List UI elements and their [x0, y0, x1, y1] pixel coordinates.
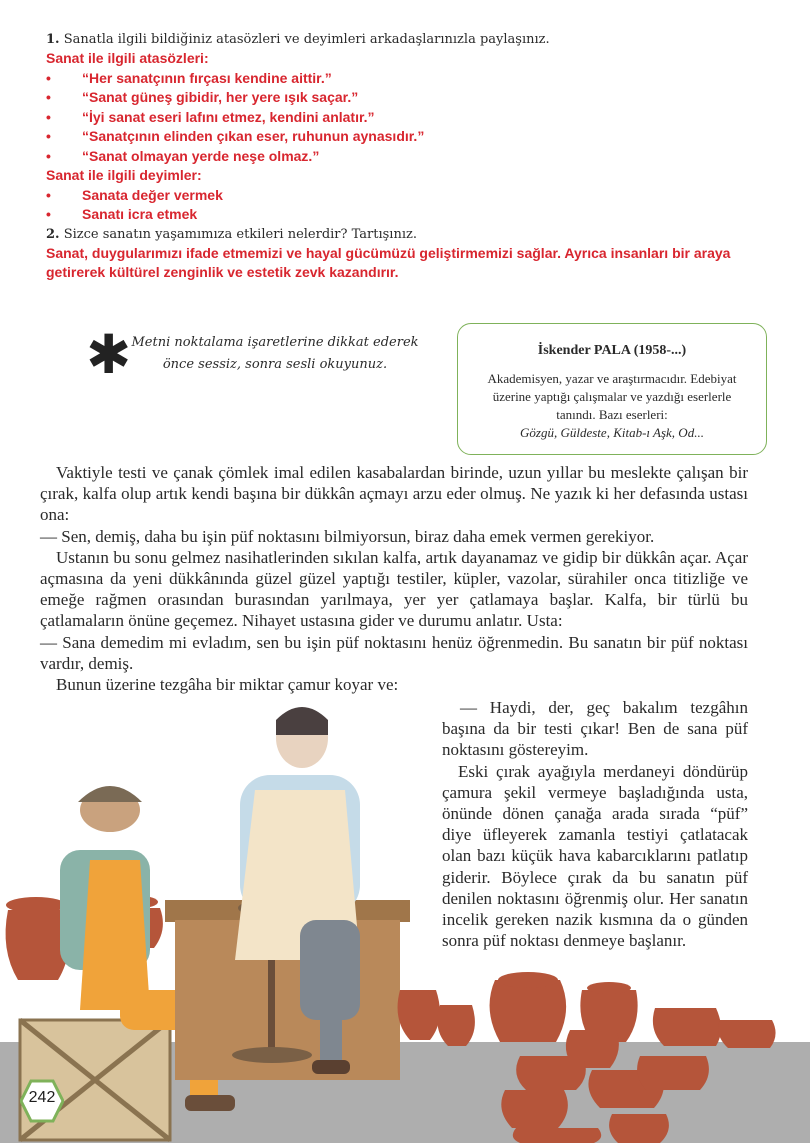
story-text	[40, 462, 748, 695]
story-paragraph: Vaktiyle testi ve çanak çömlek imal edilen kasabalardan birinde, uzun yıllar bu meslekte çalışan bir çırak, kalfa olup artık kendi başına bir dükkân açmayı arzu eder olmuş. Ne yazık ki her defasında ustası ona:	[40, 463, 748, 525]
story-paragraph: — Sana demedim mi evladım, sen bu işin püf noktasını henüz öğrenmedin. Bu sanatın bir püf noktası vardır, demiş.	[40, 632, 748, 673]
reading-instruction	[86, 323, 426, 386]
proverb-item: • “Sanat olmayan yerde neşe olmaz.”	[46, 147, 791, 167]
story-paragraph: Bunun üzerine tezgâha bir miktar çamur koyar ve:	[56, 675, 399, 695]
proverbs-heading: Sanat ile ilgili atasözleri:	[46, 50, 209, 66]
author-name: İskender PALA (1958-...)	[537, 343, 687, 358]
proverb-item: • “Sanatçının elinden çıkan eser, ruhunun aynasıdır.”	[46, 127, 791, 147]
pottery-workshop-illustration	[0, 690, 810, 1143]
proverb-item: • “Her sanatçının fırçası kendine aittir.”	[46, 69, 791, 89]
author-bio: Akademisyen, yazar ve araştırmacıdır. Edebiyat üzerine yaptığı çalışmalar ve yazdığı eserlerle tanındı. Bazı eserleri:	[487, 371, 737, 422]
author-works: Gözgü, Güldeste, Kitab-ı Aşk, Od...	[520, 425, 704, 440]
question-1: 1. Sanatla ilgili bildiğiniz atasözleri ve deyimleri arkadaşlarınızla paylaşınız.	[46, 32, 550, 47]
author-info-box	[457, 323, 767, 455]
question-2-answer: Sanat, duygularımızı ifade etmemizi ve hayal gücümüzü geliştirmemizi sağlar. Ayrıca insanları bir araya getirerek kültürel zenginlik ve estetik zevk kazandırır.	[46, 244, 731, 280]
story-paragraph: — Haydi, der, geç bakalım tezgâhın başına da bir testi çıkar! Ben de sana püf noktasını göstereyim.	[442, 698, 748, 760]
idiom-item: • Sanatı icra etmek	[46, 205, 791, 225]
proverb-item: • “İyi sanat eseri lafını etmez, kendini anlatır.”	[46, 108, 791, 128]
proverb-item: • “Sanat güneş gibidir, her yere ışık saçar.”	[46, 88, 791, 108]
activity-section	[46, 30, 791, 283]
page-number: 242	[28, 1089, 56, 1106]
story-paragraph: — Sen, demiş, daha bu işin püf noktasını bilmiyorsun, biraz daha emek vermen gerekiyor.	[40, 526, 655, 546]
idioms-heading: Sanat ile ilgili deyimler:	[46, 167, 202, 183]
story-paragraph: Ustanın bu sonu gelmez nasihatlerinden sıkılan kalfa, artık dayanamaz ve gidip bir dükkân açar. Açar açmasına da yeni dükkânında güzel güzel yaptığı testiler, küpler, vazolar, sürahiler onca titizliğe ve emeğe rağmen orasından burasından yarılmaya, yer yer çatlamaya başlar. Kalfa, bir türlü bu çatlamaların önüne geçemez. Nihayet ustasına gider ve durumu anlatır. Usta:	[40, 547, 748, 631]
question-2: 2. Sizce sanatın yaşamımıza etkileri nelerdir? Tartışınız.	[46, 226, 417, 242]
story-paragraph: Eski çırak ayağıyla merdaneyi döndürüp çamura şekil vermeye başladığında usta, önünde dönen çanağa arada sırada “püf” diye üfleyerek zamanla testiyi çatlatacak olan bazı küçük hava kabarcıklarını patlatıp giderir. Böylece çırak da bu sanatın püf denilen noktasını öğrenmiş olur. Her sanatın incelik gereken nazik kısmına da o günden sonra püf noktası denmeye başlanır.	[442, 761, 748, 951]
asterisk-icon: ✱	[86, 323, 132, 386]
reading-instruction-line-2: önce sessiz, sonra sesli okuyunuz.	[162, 357, 388, 372]
idiom-item: • Sanata değer vermek	[46, 186, 791, 206]
reading-instruction-line-1: Metni noktalama işaretlerine dikkat ederek	[131, 335, 419, 350]
